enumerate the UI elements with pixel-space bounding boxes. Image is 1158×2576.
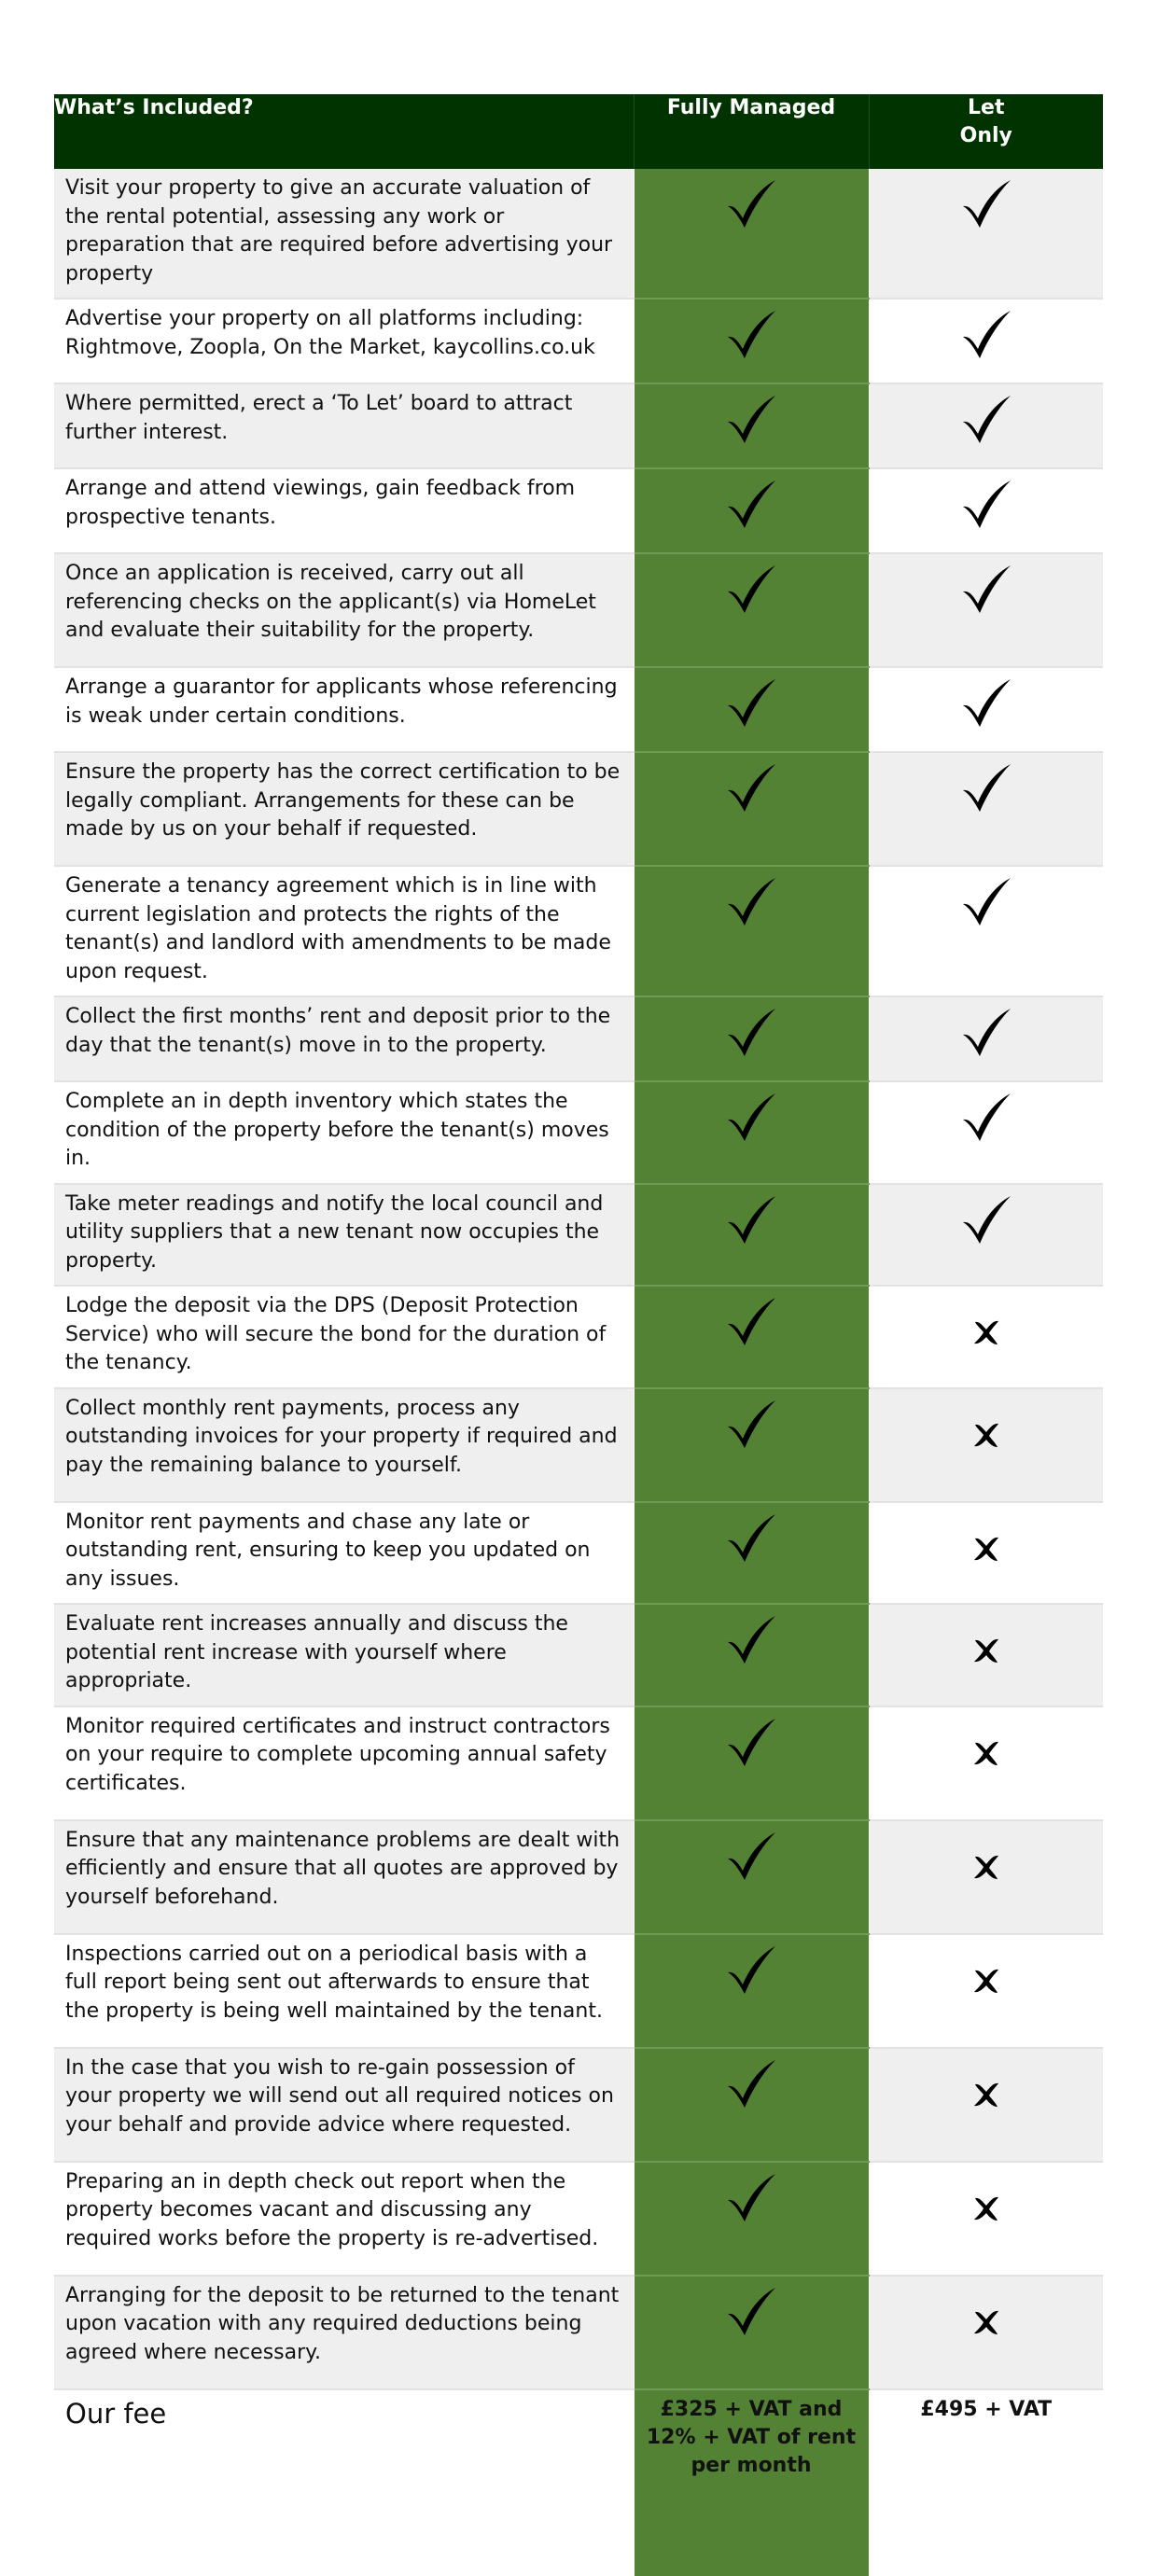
fee-label-cell xyxy=(54,2389,634,2576)
fully-managed-cell xyxy=(634,2276,869,2389)
service-description-cell xyxy=(54,866,634,996)
fully-managed-cell xyxy=(634,667,869,752)
service-description-cell xyxy=(54,2162,634,2276)
table-row xyxy=(54,1820,1103,1934)
fully-managed-cell xyxy=(634,1388,869,1502)
fee-let-only: £495 + VAT xyxy=(920,2397,1053,2421)
check-mark-icon xyxy=(635,1614,869,1666)
let-only-cell xyxy=(869,1286,1103,1388)
table-body xyxy=(54,169,1103,2576)
check-mark-icon xyxy=(635,2286,869,2338)
check-mark-icon xyxy=(635,1194,869,1246)
service-description: Monitor rent payments and chase any late or outstanding rent, ensuring to keep you updated on any issues. xyxy=(65,1510,591,1591)
check-mark-icon xyxy=(635,564,869,616)
fully-managed-cell xyxy=(634,1934,869,2048)
check-mark-icon xyxy=(635,1944,869,1997)
services-comparison-table xyxy=(54,94,1103,2576)
table-header-row xyxy=(54,94,1103,169)
table-row xyxy=(54,1286,1103,1388)
fully-managed-cell xyxy=(634,1184,869,1287)
check-mark-icon xyxy=(635,2058,869,2110)
service-description-cell xyxy=(54,2048,634,2162)
service-description: Take meter readings and notify the local council and utility suppliers that a new tenant now occupies the property. xyxy=(65,1191,604,1273)
check-mark-icon xyxy=(870,762,1104,815)
service-description: Inspections carried out on a periodical basis with a full report being sent out afterwards to ensure that the property is being well maintained by the tenant. xyxy=(65,1942,603,2023)
fully-managed-cell xyxy=(634,752,869,866)
cross-mark-icon xyxy=(870,1636,1104,1664)
check-mark-icon xyxy=(635,1296,869,1348)
service-description-cell xyxy=(54,996,634,1081)
fully-managed-cell xyxy=(634,1081,869,1184)
service-description-cell xyxy=(54,1184,634,1287)
service-description: Visit your property to give an accurate valuation of the rental potential, assessing any work or preparation that are required before advertising your property xyxy=(65,176,613,285)
let-only-cell xyxy=(869,1081,1103,1184)
service-description-cell xyxy=(54,1388,634,1502)
table-row xyxy=(54,299,1103,383)
service-description-cell xyxy=(54,752,634,866)
service-description: Advertise your property on all platforms including: Rightmove, Zoopla, On the Market, kaycollins.co.uk xyxy=(65,307,595,359)
header-let-only xyxy=(869,94,1103,169)
check-mark-icon xyxy=(635,876,869,928)
check-mark-icon xyxy=(870,178,1104,230)
service-description: Monitor required certificates and instruct contractors on your require to complete upcoming annual safety certificates. xyxy=(65,1714,610,1795)
service-description-cell xyxy=(54,383,634,468)
header-let-only-line2: Only xyxy=(959,124,1012,147)
fee-fully-managed: £325 + VAT and 12% + VAT of rent per month xyxy=(646,2397,857,2477)
let-only-cell xyxy=(869,866,1103,996)
service-description: Collect monthly rent payments, process any outstanding invoices for your property if required and pay the remaining balance to yourself. xyxy=(65,1396,618,1477)
check-mark-icon xyxy=(635,394,869,446)
cross-mark-icon xyxy=(870,1421,1104,1449)
let-only-cell xyxy=(869,996,1103,1081)
fee-row xyxy=(54,2389,1103,2576)
header-whats-included: What’s Included? xyxy=(54,94,634,169)
check-mark-icon xyxy=(635,2172,869,2224)
service-description: In the case that you wish to re-gain possession of your property we will send out all required notices on your behalf and provide advice where requested. xyxy=(65,2055,614,2137)
service-description: Lodge the deposit via the DPS (Deposit Protection Service) who will secure the bond for the duration of the tenancy. xyxy=(65,1294,607,1374)
service-description: Where permitted, erect a ‘To Let’ board to attract further interest. xyxy=(65,392,573,444)
let-only-cell xyxy=(869,752,1103,866)
table-row xyxy=(54,1388,1103,1502)
service-description-cell xyxy=(54,2276,634,2389)
fully-managed-cell xyxy=(634,866,869,996)
service-description-cell xyxy=(54,1604,634,1706)
check-mark-icon xyxy=(635,479,869,531)
let-only-cell xyxy=(869,1820,1103,1934)
cross-mark-icon xyxy=(870,2081,1104,2109)
let-only-cell xyxy=(869,1706,1103,1820)
cross-mark-icon xyxy=(870,1853,1104,1881)
service-description-cell xyxy=(54,1081,634,1184)
table-row xyxy=(54,2048,1103,2162)
let-only-cell xyxy=(869,1604,1103,1706)
service-description-cell xyxy=(54,1502,634,1605)
table-row xyxy=(54,752,1103,866)
header-let-only-line1: Let xyxy=(968,96,1005,119)
cross-mark-icon xyxy=(870,1967,1104,1995)
service-description: Collect the first months’ rent and deposit prior to the day that the tenant(s) move in to the property. xyxy=(65,1005,611,1057)
service-description: Preparing an in depth check out report when the property becomes vacant and discussing any required works before the property is re-advertised. xyxy=(65,2169,599,2250)
service-description: Once an application is received, carry out all referencing checks on the applicant(s) via HomeLet and evaluate their suitability for the property. xyxy=(65,562,596,642)
let-only-cell xyxy=(869,1388,1103,1502)
service-description: Generate a tenancy agreement which is in line with current legislation and protects the rights of the tenant(s) and landlord with amendments to be made upon request. xyxy=(65,874,611,983)
table-row xyxy=(54,553,1103,667)
service-description-cell xyxy=(54,1934,634,2048)
cross-mark-icon xyxy=(870,2308,1104,2336)
check-mark-icon xyxy=(870,1092,1104,1144)
fully-managed-cell xyxy=(634,553,869,667)
let-only-cell xyxy=(869,1934,1103,2048)
let-only-cell xyxy=(869,1184,1103,1287)
service-description: Arrange a guarantor for applicants whose referencing is weak under certain conditions. xyxy=(65,675,618,728)
fully-managed-cell xyxy=(634,996,869,1081)
fully-managed-cell xyxy=(634,169,869,299)
let-only-cell xyxy=(869,169,1103,299)
check-mark-icon xyxy=(635,1399,869,1451)
fee-let-only-cell xyxy=(869,2389,1103,2576)
service-description-cell xyxy=(54,299,634,383)
check-mark-icon xyxy=(870,1007,1104,1059)
table-row xyxy=(54,996,1103,1081)
let-only-cell xyxy=(869,2048,1103,2162)
fully-managed-cell xyxy=(634,1706,869,1820)
check-mark-icon xyxy=(870,564,1104,616)
service-description: Complete an in depth inventory which states the condition of the property before the tenant(s) moves in. xyxy=(65,1090,609,1170)
check-mark-icon xyxy=(635,762,869,815)
service-description-cell xyxy=(54,667,634,752)
fully-managed-cell xyxy=(634,1604,869,1706)
cross-mark-icon xyxy=(870,2194,1104,2222)
fully-managed-cell xyxy=(634,1502,869,1605)
let-only-cell xyxy=(869,553,1103,667)
table-row xyxy=(54,1081,1103,1184)
service-description: Arrange and attend viewings, gain feedback from prospective tenants. xyxy=(65,477,576,529)
fee-fully-managed-cell xyxy=(634,2389,869,2576)
let-only-cell xyxy=(869,383,1103,468)
service-description-cell xyxy=(54,1706,634,1820)
let-only-cell xyxy=(869,299,1103,383)
service-description-cell xyxy=(54,468,634,553)
cross-mark-icon xyxy=(870,1739,1104,1767)
check-mark-icon xyxy=(635,1512,869,1565)
fully-managed-cell xyxy=(634,383,869,468)
let-only-cell xyxy=(869,1502,1103,1605)
fully-managed-cell xyxy=(634,1286,869,1388)
fully-managed-cell xyxy=(634,2048,869,2162)
fully-managed-cell xyxy=(634,2162,869,2276)
service-description-cell xyxy=(54,169,634,299)
fully-managed-cell xyxy=(634,299,869,383)
check-mark-icon xyxy=(635,1007,869,1059)
check-mark-icon xyxy=(635,1717,869,1769)
table-row xyxy=(54,866,1103,996)
check-mark-icon xyxy=(870,394,1104,446)
header-fully-managed: Fully Managed xyxy=(634,94,869,169)
service-description: Ensure the property has the correct certification to be legally compliant. Arrangements for these can be made by us on your behalf if requested. xyxy=(65,760,621,841)
let-only-cell xyxy=(869,468,1103,553)
service-description-cell xyxy=(54,1820,634,1934)
check-mark-icon xyxy=(870,479,1104,531)
table-row xyxy=(54,383,1103,468)
check-mark-icon xyxy=(870,309,1104,361)
check-mark-icon xyxy=(635,178,869,230)
let-only-cell xyxy=(869,2162,1103,2276)
table-row xyxy=(54,2276,1103,2389)
cross-mark-icon xyxy=(870,1535,1104,1563)
check-mark-icon xyxy=(870,677,1104,730)
fully-managed-cell xyxy=(634,1820,869,1934)
table-row xyxy=(54,2162,1103,2276)
check-mark-icon xyxy=(870,1194,1104,1246)
check-mark-icon xyxy=(870,876,1104,928)
table-row xyxy=(54,1604,1103,1706)
check-mark-icon xyxy=(635,677,869,730)
check-mark-icon xyxy=(635,1092,869,1144)
check-mark-icon xyxy=(635,309,869,361)
table-row xyxy=(54,667,1103,752)
service-description: Ensure that any maintenance problems are dealt with efficiently and ensure that all quotes are approved by yourself beforehand. xyxy=(65,1828,621,1909)
fee-label: Our fee xyxy=(65,2397,167,2430)
service-description-cell xyxy=(54,553,634,667)
let-only-cell xyxy=(869,667,1103,752)
check-mark-icon xyxy=(635,1831,869,1883)
service-description-cell xyxy=(54,1286,634,1388)
fully-managed-cell xyxy=(634,468,869,553)
cross-mark-icon xyxy=(870,1318,1104,1346)
table-row xyxy=(54,1706,1103,1820)
table-row xyxy=(54,1184,1103,1287)
table-row xyxy=(54,1502,1103,1605)
let-only-cell xyxy=(869,2276,1103,2389)
table-row xyxy=(54,1934,1103,2048)
service-description: Arranging for the deposit to be returned to the tenant upon vacation with any required deductions being agreed where necessary. xyxy=(65,2283,620,2364)
table-row xyxy=(54,169,1103,299)
table-row xyxy=(54,468,1103,553)
service-description: Evaluate rent increases annually and discuss the potential rent increase with yourself where appropriate. xyxy=(65,1612,568,1692)
